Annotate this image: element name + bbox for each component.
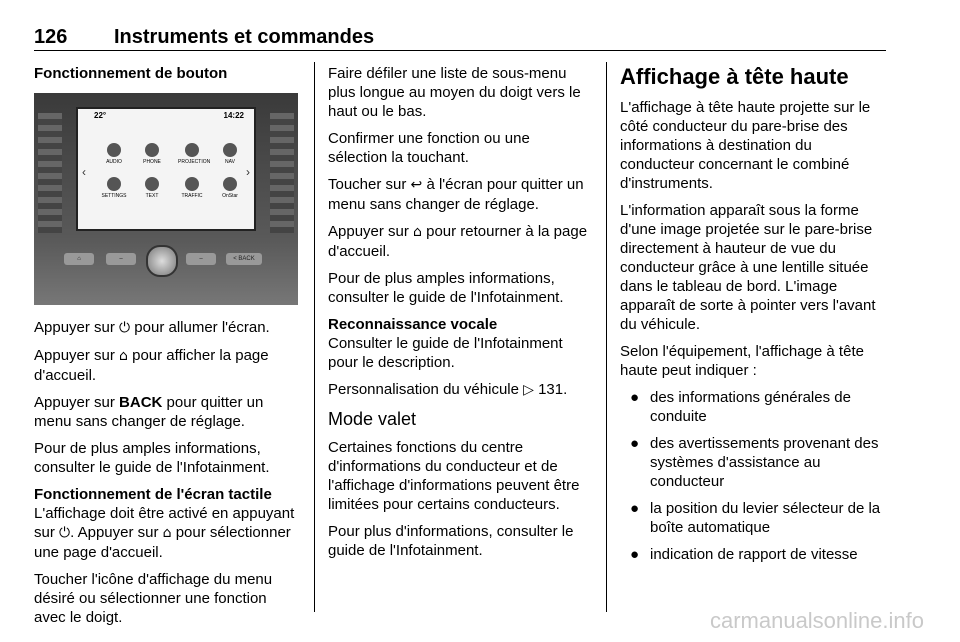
para-hud-3: Selon l'équipement, l'affichage à tête haute peut indiquer : [620,343,864,379]
chevron-right-icon: › [246,165,250,179]
heading-touchscreen: Fonctionnement de l'écran tactile [34,486,272,503]
audio-icon [107,143,121,157]
column-divider-2 [606,62,607,612]
page-header [34,26,886,50]
heading-voice-recognition: Reconnaissance vocale [328,316,498,333]
para-personalisation: Personnalisation du véhicule ▷ 131. [328,381,568,398]
page-number: 126 [34,26,68,48]
para-return-home: Appuyer sur ⌂ pour retourner à la page d'accueil. [328,223,588,260]
power-icon: ⏻ [59,525,71,541]
hardware-button-bar [34,245,298,281]
bullet-icon: ● [630,435,640,452]
hw-button-3: – [186,253,216,265]
para-back: Appuyer sur BACK pour quitter un menu sans changer de réglage. [34,394,264,430]
para-hud-2: L'information apparaît sous la forme d'une image projetée sur le pare-brise directement à hauteur de vue du conducteur grâce à une lentille située dans le tableau de bord. L'image apparaît de sorte à pointer vers l'avant du véhicule. [620,202,876,333]
left-vent [38,113,62,233]
bullet-icon: ● [630,500,640,517]
right-vent [270,113,294,233]
list-item: ● des avertissements provenant des systèmes d'assistance au conducteur [630,435,879,490]
status-bar [78,109,254,123]
back-arrow-icon: ↩ [410,177,423,193]
infotainment-photo [34,93,298,305]
back-hw-button: < BACK [226,253,262,265]
para-touch-icon: Toucher l'icône d'affichage du menu désiré ou sélectionner une fonction avec le doigt. [34,571,273,626]
traffic-icon [185,177,199,191]
bullet-icon: ● [630,546,640,563]
para-more-info-2: Pour de plus amples informations, consulter le guide de l'Infotainment. [328,270,564,306]
nav-icon [223,143,237,157]
app-onstar: OnStar [216,177,244,199]
app-settings: SETTINGS [100,177,128,199]
para-power: Appuyer sur ⏻ pour allumer l'écran. [34,319,270,336]
para-hud-1: L'affichage à tête haute projette sur le côté conducteur du pare-brise des informations à destination du conducteur concernant le combiné d'instruments. [620,99,871,192]
time-readout: 14:22 [223,111,244,120]
phone-icon [145,143,159,157]
settings-icon [107,177,121,191]
home-icon: ⌂ [413,224,422,240]
para-more-info: Pour de plus amples informations, consulter le guide de l'Infotainment. [34,440,270,476]
para-scroll: Faire défiler une liste de sous-menu plus longue au moyen du doigt vers le haut ou le bas. [328,65,581,120]
app-audio: AUDIO [100,143,128,165]
page-title: Instruments et commandes [114,26,375,48]
home-icon: ⌂ [119,348,128,364]
para-valet: Certaines fonctions du centre d'informations du conducteur et de l'affichage d'informations peuvent être limitées pour certains conducteurs. [328,439,580,513]
column-1 [34,64,300,83]
home-hw-button: ⌂ [64,253,94,265]
bullet-icon: ● [630,389,640,406]
column-2 [328,64,592,568]
column-1-body [34,318,300,635]
hud-bullet-list [620,388,886,564]
list-item: ● la position du levier sélecteur de la boîte automatique [630,500,881,536]
list-item: ● indication de rapport de vitesse [630,546,858,563]
app-traffic: TRAFFIC [178,177,206,199]
app-nav: NAV [216,143,244,165]
para-back-arrow: Toucher sur ↩ à l'écran pour quitter un menu sans changer de réglage. [328,176,584,213]
heading-hud: Affichage à tête haute [620,64,849,89]
projection-icon [185,143,199,157]
power-knob [146,245,178,277]
heading-button-operation: Fonctionnement de bouton [34,65,228,82]
column-divider-1 [314,62,315,612]
temperature-readout: 22° [94,111,107,120]
chevron-left-icon: ‹ [82,165,86,179]
heading-valet-mode: Mode valet [328,409,417,429]
para-voice: Consulter le guide de l'Infotainment pour le description. [328,335,563,371]
para-home: Appuyer sur ⌂ pour afficher la page d'accueil. [34,347,269,384]
para-valet-info: Pour plus d'informations, consulter le guide de l'Infotainment. [328,523,574,559]
para-confirm: Confirmer une fonction ou une sélection la touchant. [328,130,530,166]
back-keyword: BACK [119,394,163,411]
para-activate: L'affichage doit être activé en appuyant sur ⏻. Appuyer sur ⌂ pour sélectionner une page d'accueil. [34,505,295,561]
power-icon: ⏻ [119,320,131,336]
reference-arrow-icon: ▷ [523,382,534,398]
text-icon [145,177,159,191]
watermark: carmanualsonline.info [709,608,924,633]
hw-button-2: – [106,253,136,265]
infotainment-screen [76,107,256,231]
list-item: ● des informations générales de conduite [630,389,851,425]
app-projection: PROJECTION [178,143,206,165]
header-rule [34,50,886,51]
home-icon: ⌂ [162,525,172,541]
app-phone: PHONE [138,143,166,165]
column-3 [620,64,886,572]
onstar-icon [223,177,237,191]
app-text: TEXT [138,177,166,199]
